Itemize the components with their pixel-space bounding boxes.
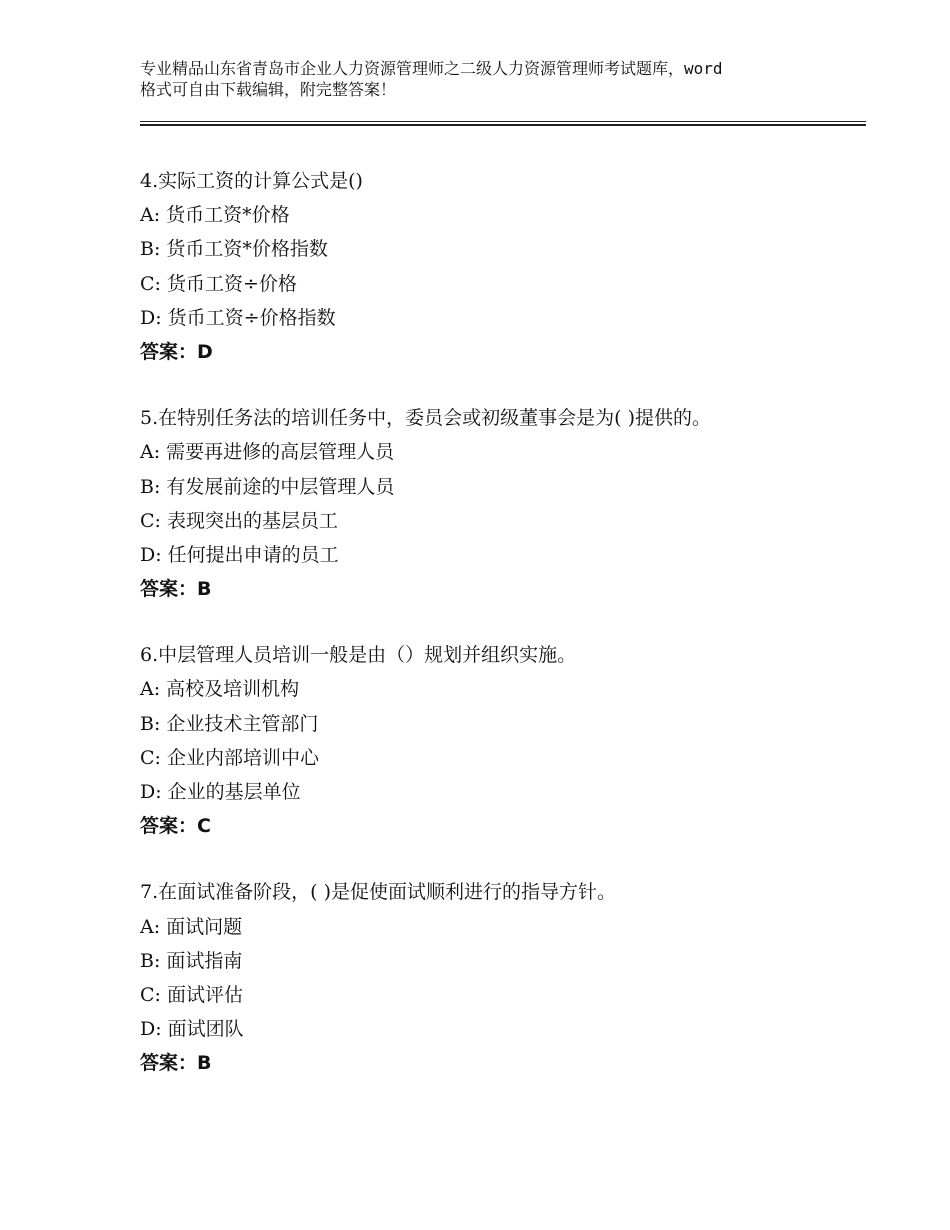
question-7: [140, 875, 860, 1080]
option-d: D: 任何提出申请的员工: [140, 543, 339, 566]
answer-label: 答案：B: [140, 578, 212, 601]
answer-label: 答案：D: [140, 340, 213, 363]
question-stem: 7.在面试准备阶段，( )是促使面试顺利进行的指导方针。: [140, 881, 616, 904]
question-6: [140, 638, 860, 843]
option-d: D: 企业的基层单位: [140, 781, 301, 803]
option-c: C: 企业内部培训中心: [140, 746, 319, 769]
option-b: B: 面试指南: [140, 949, 243, 972]
option-d: D: 面试团队: [140, 1018, 244, 1041]
question-5: [140, 401, 860, 606]
option-d: D: 货币工资÷价格指数: [140, 306, 336, 329]
header-line-2: 格式可自由下载编辑，附完整答案！: [140, 80, 397, 99]
header-rule-thick: [140, 124, 866, 126]
document-header: [140, 58, 820, 100]
option-a: A: 面试问题: [140, 915, 243, 938]
option-c: C: 面试评估: [140, 983, 243, 1006]
option-a: A: 高校及培训机构: [140, 678, 300, 701]
question-list: [140, 164, 860, 1113]
option-b: B: 企业技术主管部门: [140, 712, 319, 735]
option-c: C: 表现突出的基层员工: [140, 509, 338, 532]
question-stem: 5.在特别任务法的培训任务中，委员会或初级董事会是为( )提供的。: [140, 407, 711, 430]
answer-label: 答案：B: [140, 1052, 212, 1075]
option-a: A: 货币工资*价格: [140, 204, 290, 227]
header-line-1: 专业精品山东省青岛市企业人力资源管理师之二级人力资源管理师考试题库，word: [140, 59, 723, 78]
header-rule-thin: [140, 121, 866, 122]
question-stem: 4.实际工资的计算公式是(): [140, 170, 363, 192]
option-a: A: 需要再进修的高层管理人员: [140, 441, 395, 464]
question-4: [140, 164, 860, 369]
option-b: B: 货币工资*价格指数: [140, 238, 328, 261]
answer-label: 答案：C: [140, 815, 211, 838]
question-stem: 6.中层管理人员培训一般是由（）规划并组织实施。: [140, 644, 577, 667]
option-b: B: 有发展前途的中层管理人员: [140, 475, 395, 498]
option-c: C: 货币工资÷价格: [140, 272, 297, 295]
